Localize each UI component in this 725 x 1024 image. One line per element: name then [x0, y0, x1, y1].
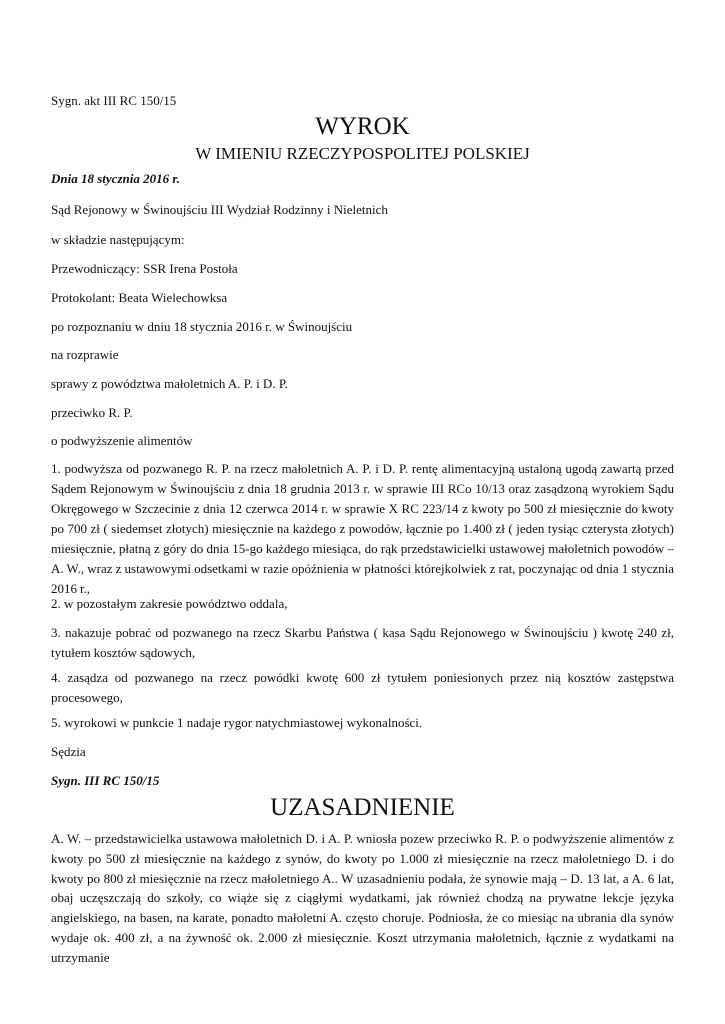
case-reference: Sygn. akt III RC 150/15 — [51, 93, 177, 108]
ruling-item-2: 2. w pozostałym zakresie powództwo oddala, — [51, 596, 288, 611]
justification-title: UZASADNIENIE — [270, 794, 455, 821]
hearing-date-line: po rozpoznaniu w dniu 18 stycznia 2016 r. w Świnoujściu — [51, 319, 353, 334]
hearing-type: na rozprawie — [51, 347, 119, 362]
claimants-line: sprawy z powództwa małoletnich A. P. i D. P. — [51, 376, 288, 391]
document-title: WYROK — [315, 113, 410, 140]
ruling-item-3: 3. nakazuje pobrać od pozwanego na rzecz Skarbu Państwa ( kasa Sądu Rejonowego w Świnoujściu ) kwotę 240 zł, tytułem kosztów sądowych, — [51, 625, 674, 660]
judge-signature-label: Sędzia — [51, 744, 86, 759]
panel-composition: w składzie następującym: — [51, 232, 185, 247]
court-clerk: Protokolant: Beata Wielechowksa — [51, 290, 228, 305]
ruling-item-1: 1. podwyższa od pozwanego R. P. na rzecz małoletnich A. P. i D. P. rentę alimentacyjną ustaloną ugodą zawartą przed Sądem Rejonowym w Świnoujściu z dnia 18 grudnia 2013 r. w sprawie III RCo 10/13 oraz zasądzoną wyrokiem Sądu Okręgowego w Szczecinie z dnia 12 czerwca 2014 r. w sprawie X RC 223/14 z kwoty po 500 zł miesięcznie do kwoty po 700 zł ( siedemset złotych) miesięcznie na każdego z powodów, łącznie po 1.400 zł ( jeden tysiąc czterysta złotych) miesięcznie, płatną z góry do dnia 15-go każdego miesiąca, do rąk przedstawicielki ustawowej małoletnich powodów – A. W., wraz z ustawowymi odsetkami w razie opóźnienia w płatności którejkolwiek z rat, poczynając od dnia 1 stycznia 2016 r., — [51, 461, 674, 596]
document-subtitle: W IMIENIU RZECZYPOSPOLITEJ POLSKIEJ — [195, 144, 530, 163]
court-name: Sąd Rejonowy w Świnoujściu III Wydział Rodzinny i Nieletnich — [51, 202, 388, 217]
justification-body: A. W. – przedstawicielka ustawowa małoletnich D. i A. P. wniosła pozew przeciwko R. P. o podwyższenie alimentów z kwoty po 500 zł miesięcznie na każdego z synów, do kwoty po 1.000 zł miesięcznie na rzecz małoletniego D. i do kwoty po 800 zł miesięcznie na rzecz małoletniego A.. W uzasadnieniu podała, że synowie mają – D. 13 lat, a A. 6 lat, obaj uczęszczają do szkoły, co wiąże się z ciągłymi wydatkami, jak również chodzą na prywatne lekcje języka angielskiego, na basen, na karate, ponadto małoletni A. często choruje. Podniosła, że co miesiąc na ubrania dla synów wydaje ok. 400 zł, a na żywność ok. 2.000 zł miesięcznie. Koszt utrzymania małoletnich, łącznie z wydatkami na utrzymanie — [51, 831, 674, 965]
presiding-judge: Przewodniczący: SSR Irena Postoła — [51, 261, 238, 276]
judgment-date: Dnia 18 stycznia 2016 r. — [51, 171, 180, 186]
claim-subject: o podwyższenie alimentów — [51, 433, 193, 448]
ruling-item-4: 4. zasądza od pozwanego na rzecz powódki kwotę 600 zł tytułem poniesionych przez nią kosztów zastępstwa procesowego, — [51, 670, 674, 705]
justification-case-reference: Sygn. III RC 150/15 — [51, 773, 160, 788]
ruling-item-5: 5. wyrokowi w punkcie 1 nadaje rygor natychmiastowej wykonalności. — [51, 715, 423, 730]
defendant-line: przeciwko R. P. — [51, 405, 133, 420]
